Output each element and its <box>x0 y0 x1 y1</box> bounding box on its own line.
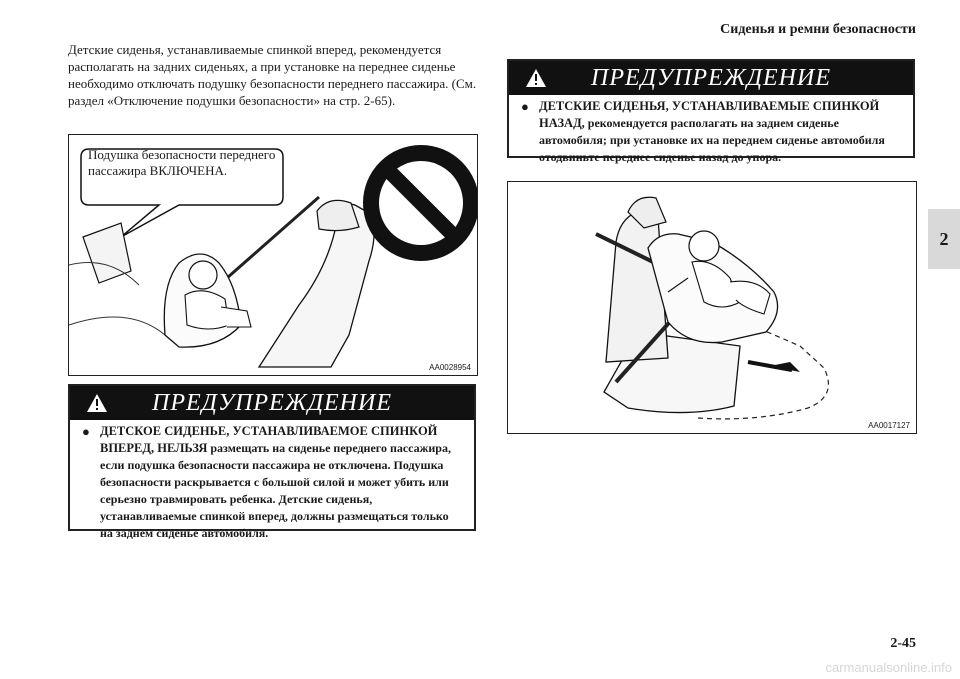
warning-box-forward-facing <box>68 384 476 540</box>
warning-lead-text: ДЕТСКОЕ СИДЕНЬЕ, УСТАНАВЛИВАЕМОЕ СПИНКОЙ ВПЕРЕД, НЕЛЬЗЯ <box>100 424 438 455</box>
page-header-title: Сиденья и ремни безопасности <box>720 22 916 37</box>
rear-seat-illustration <box>508 182 916 433</box>
warning-header <box>509 61 913 95</box>
seat-belt <box>219 197 319 285</box>
warning-box-rear-facing <box>507 59 915 164</box>
figure-code: AA0017127 <box>868 421 910 430</box>
warning-title: ПРЕДУПРЕЖДЕНИЕ <box>591 64 831 91</box>
section-tab: 2 <box>928 209 960 269</box>
bullet-icon: ● <box>521 99 529 114</box>
warning-header <box>70 386 474 420</box>
front-seat <box>259 204 374 367</box>
page-number: 2-45 <box>890 636 916 651</box>
warning-body <box>70 420 474 546</box>
figure-code: AA0028954 <box>429 363 471 372</box>
figure-rear-facing-seat <box>507 181 917 434</box>
bullet-icon: ● <box>82 424 90 439</box>
airbag-panel <box>83 223 131 283</box>
warning-triangle-icon <box>86 393 108 413</box>
warning-title: ПРЕДУПРЕЖДЕНИЕ <box>152 389 392 416</box>
intro-paragraph: Детские сиденья, устанавливаемые спинкой вперед, рекомендуется располагать на задних сиденьях, а при установке на переднее сиденье необходимо отключать подушку безопасности переднего пассажира. (См. раздел «Отключение подушки безопасности» на стр. 2-65). <box>68 42 477 108</box>
speech-bubble-text: Подушка безопасности переднего пассажира ВКЛЮЧЕНА. <box>88 147 276 178</box>
warning-body <box>509 95 913 170</box>
warning-text: рекомендуется располагать на заднем сиденье автомобиля; при установке их на переднем сиденье автомобиля отодвиньте переднее сиденье назад до упора. <box>539 116 885 164</box>
warning-triangle-icon <box>525 68 547 88</box>
warning-text: размещать на сиденье переднего пассажира, если подушка безопасности пассажира не отключена. Подушка безопасности раскрывается с большой силой и может убить или серьезно травмировать ребенка. Детские сиденья, устанавливаемые спинкой вперед, должны размещаться только на заднем сиденье автомобиля. <box>100 441 451 540</box>
child-head <box>689 231 719 261</box>
child-head <box>189 261 217 289</box>
warning-lead-text: ДЕТСКИЕ СИДЕНЬЯ, УСТАНАВЛИВАЕМЫЕ СПИНКОЙ НАЗАД, <box>539 99 880 130</box>
watermark-text: carmanualsonline.info <box>825 660 952 675</box>
